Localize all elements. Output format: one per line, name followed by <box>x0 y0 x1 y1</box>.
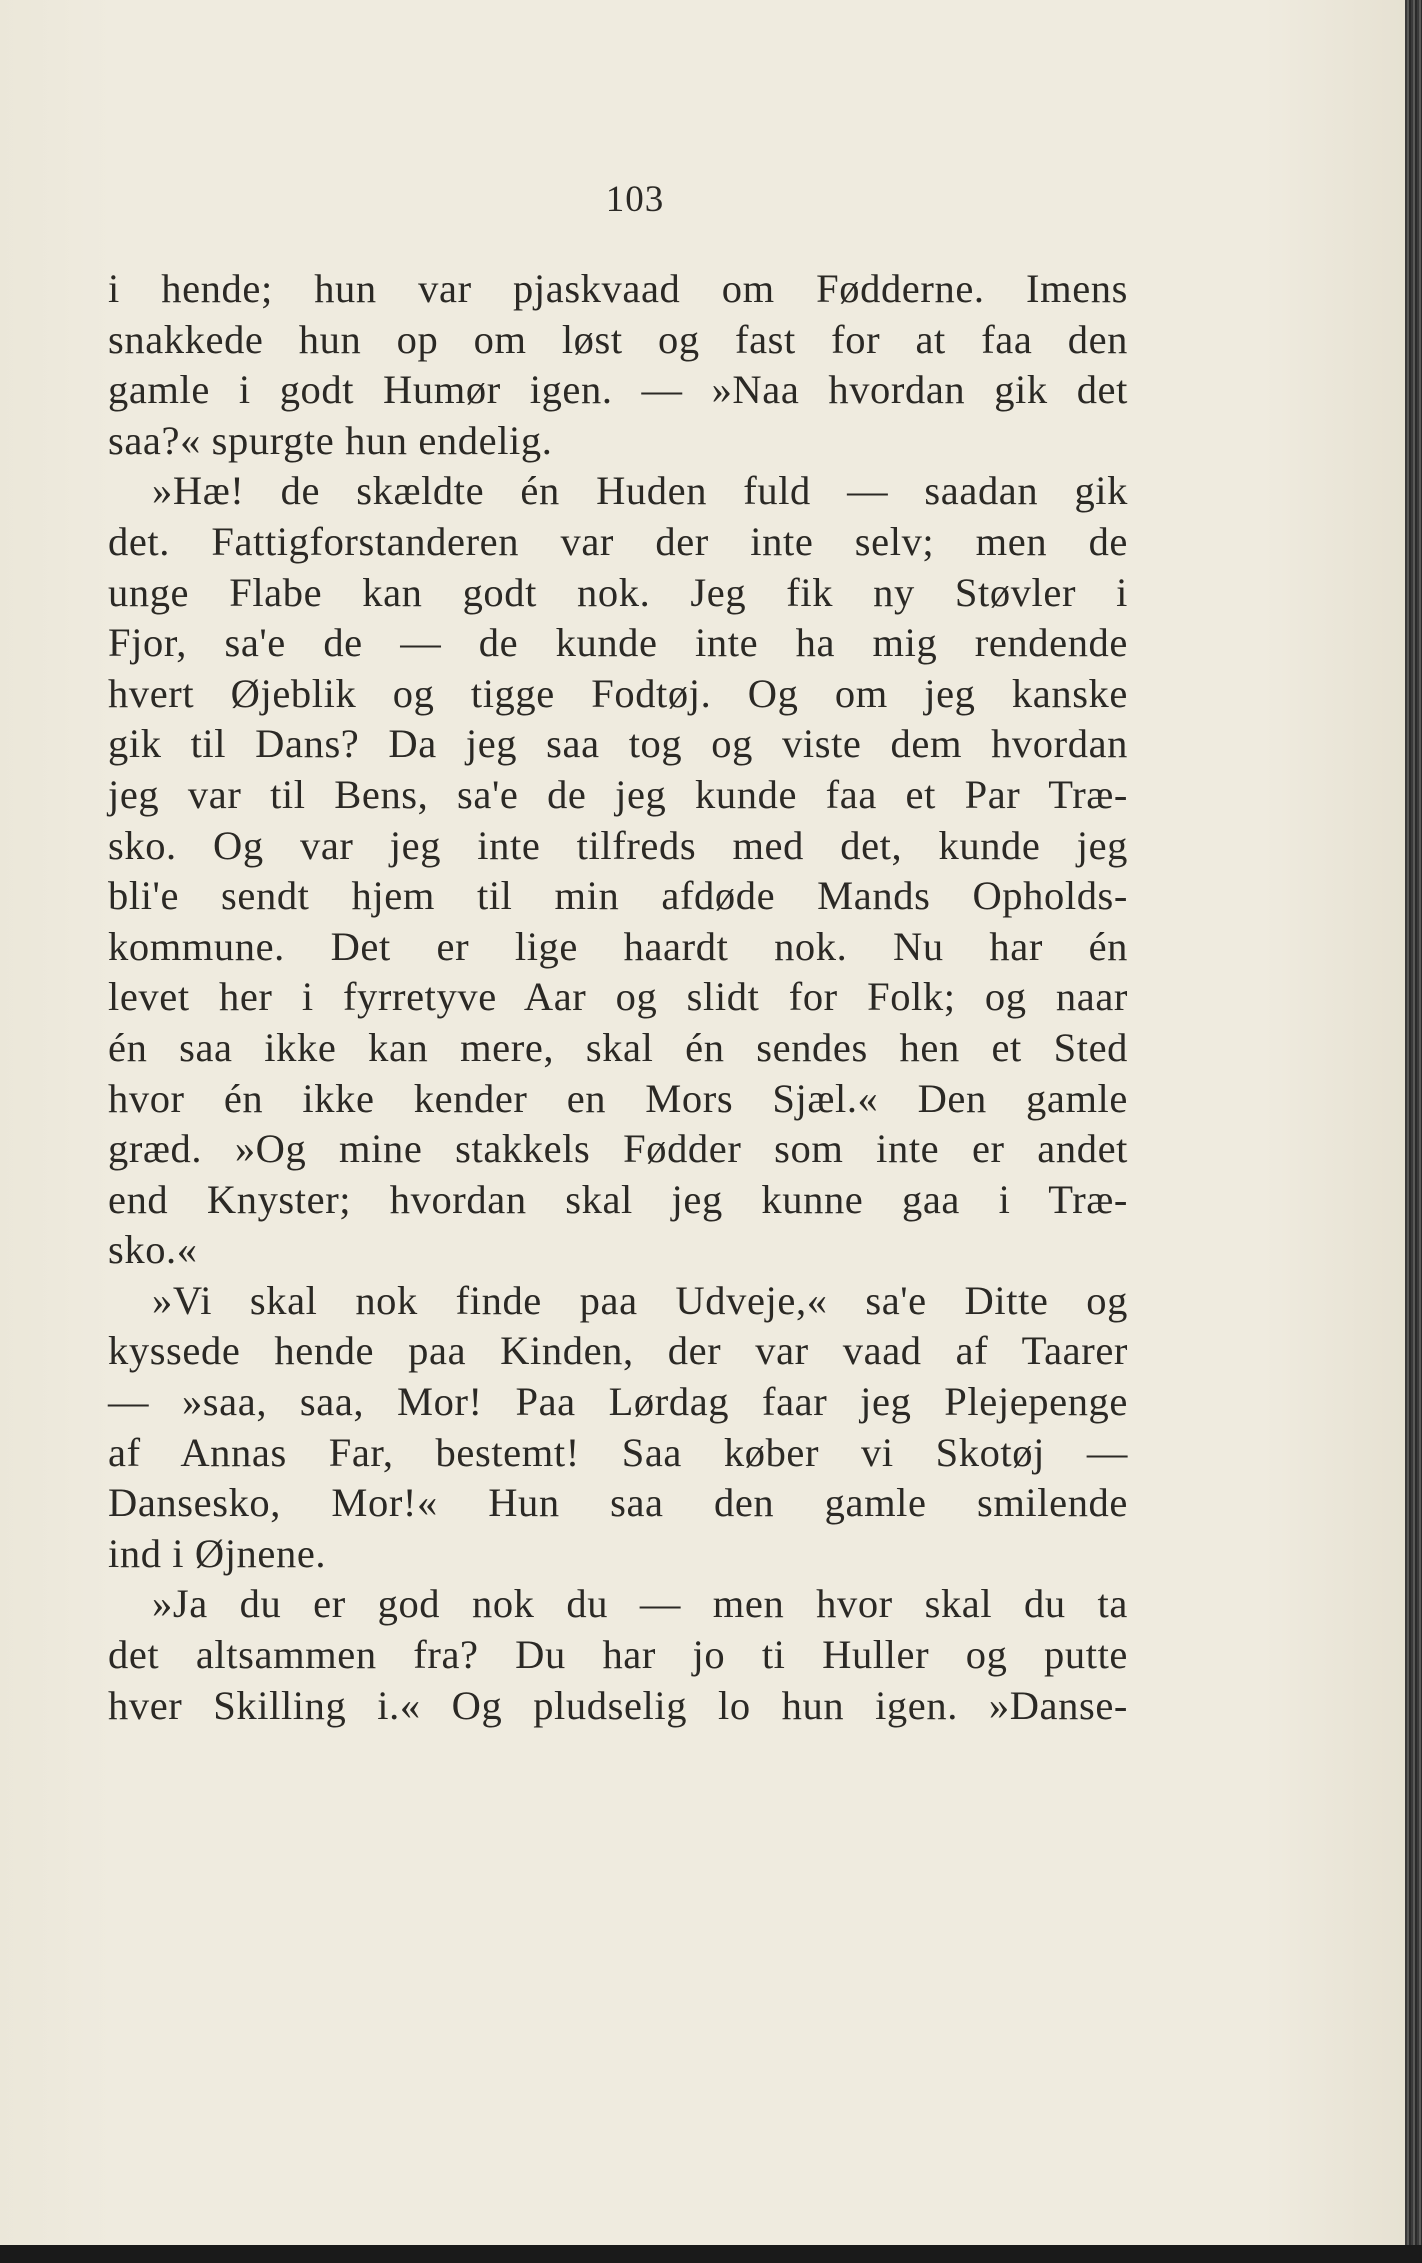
text-line: »Ja du er god nok du — men hvor skal du ta <box>152 1581 1128 1627</box>
body-text <box>108 264 1128 1731</box>
text-line: det. Fattigforstanderen var der inte selv; men de <box>108 518 1128 564</box>
text-line: sko. Og var jeg inte tilfreds med det, kunde jeg <box>108 822 1128 868</box>
text-line: gik til Dans? Da jeg saa tog og viste dem hvordan <box>108 721 1128 767</box>
page-number: 103 <box>605 179 665 220</box>
text-line: »Hæ! de skældte én Huden fuld — saadan gik <box>152 468 1128 514</box>
text-line: gamle i godt Humør igen. — »Naa hvordan gik det <box>108 367 1128 413</box>
text-line: bli'e sendt hjem til min afdøde Mands Opholds- <box>108 873 1128 919</box>
text-line: i hende; hun var pjaskvaad om Fødderne. Imens <box>108 266 1128 311</box>
text-line: hvor én ikke kender en Mors Sjæl.« Den gamle <box>108 1075 1128 1121</box>
text-line: jeg var til Bens, sa'e de jeg kunde faa et Par Træ- <box>108 771 1128 817</box>
text-line: ind i Øjnene. <box>108 1530 327 1576</box>
text-line: levet her i fyrretyve Aar og slidt for Folk; og naar <box>108 974 1128 1020</box>
text-line: hvert Øjeblik og tigge Fodtøj. Og om jeg kanske <box>108 670 1128 716</box>
text-line: græd. »Og mine stakkels Fødder som inte er andet <box>108 1126 1128 1172</box>
scan-bottom-border <box>0 2245 1422 2263</box>
text-line: saa?« spurgte hun endelig. <box>108 417 553 463</box>
text-line: end Knyster; hvordan skal jeg kunne gaa i Træ- <box>108 1176 1128 1222</box>
text-line: — »saa, saa, Mor! Paa Lørdag faar jeg Plejepenge <box>108 1379 1128 1425</box>
text-line: unge Flabe kan godt nok. Jeg fik ny Støvler i <box>108 569 1128 615</box>
text-line: Dansesko, Mor!« Hun saa den gamle smilende <box>108 1480 1128 1526</box>
book-fore-edge <box>1405 0 1422 2263</box>
text-line: sko.« <box>108 1227 198 1273</box>
text-line: Fjor, sa'e de — de kunde inte ha mig rendende <box>108 620 1128 666</box>
text-line: én saa ikke kan mere, skal én sendes hen et Sted <box>108 1024 1128 1070</box>
text-line: af Annas Far, bestemt! Saa køber vi Skotøj — <box>108 1429 1128 1475</box>
text-line: »Vi skal nok finde paa Udveje,« sa'e Ditte og <box>152 1277 1128 1323</box>
text-line: det altsammen fra? Du har jo ti Huller og putte <box>108 1632 1128 1678</box>
text-line: hver Skilling i.« Og pludselig lo hun igen. »Danse- <box>108 1682 1128 1728</box>
text-line: snakkede hun op om løst og fast for at faa den <box>108 316 1128 362</box>
text-line: kyssede hende paa Kinden, der var vaad af Taarer <box>108 1328 1128 1374</box>
text-line: kommune. Det er lige haardt nok. Nu har én <box>108 923 1128 969</box>
